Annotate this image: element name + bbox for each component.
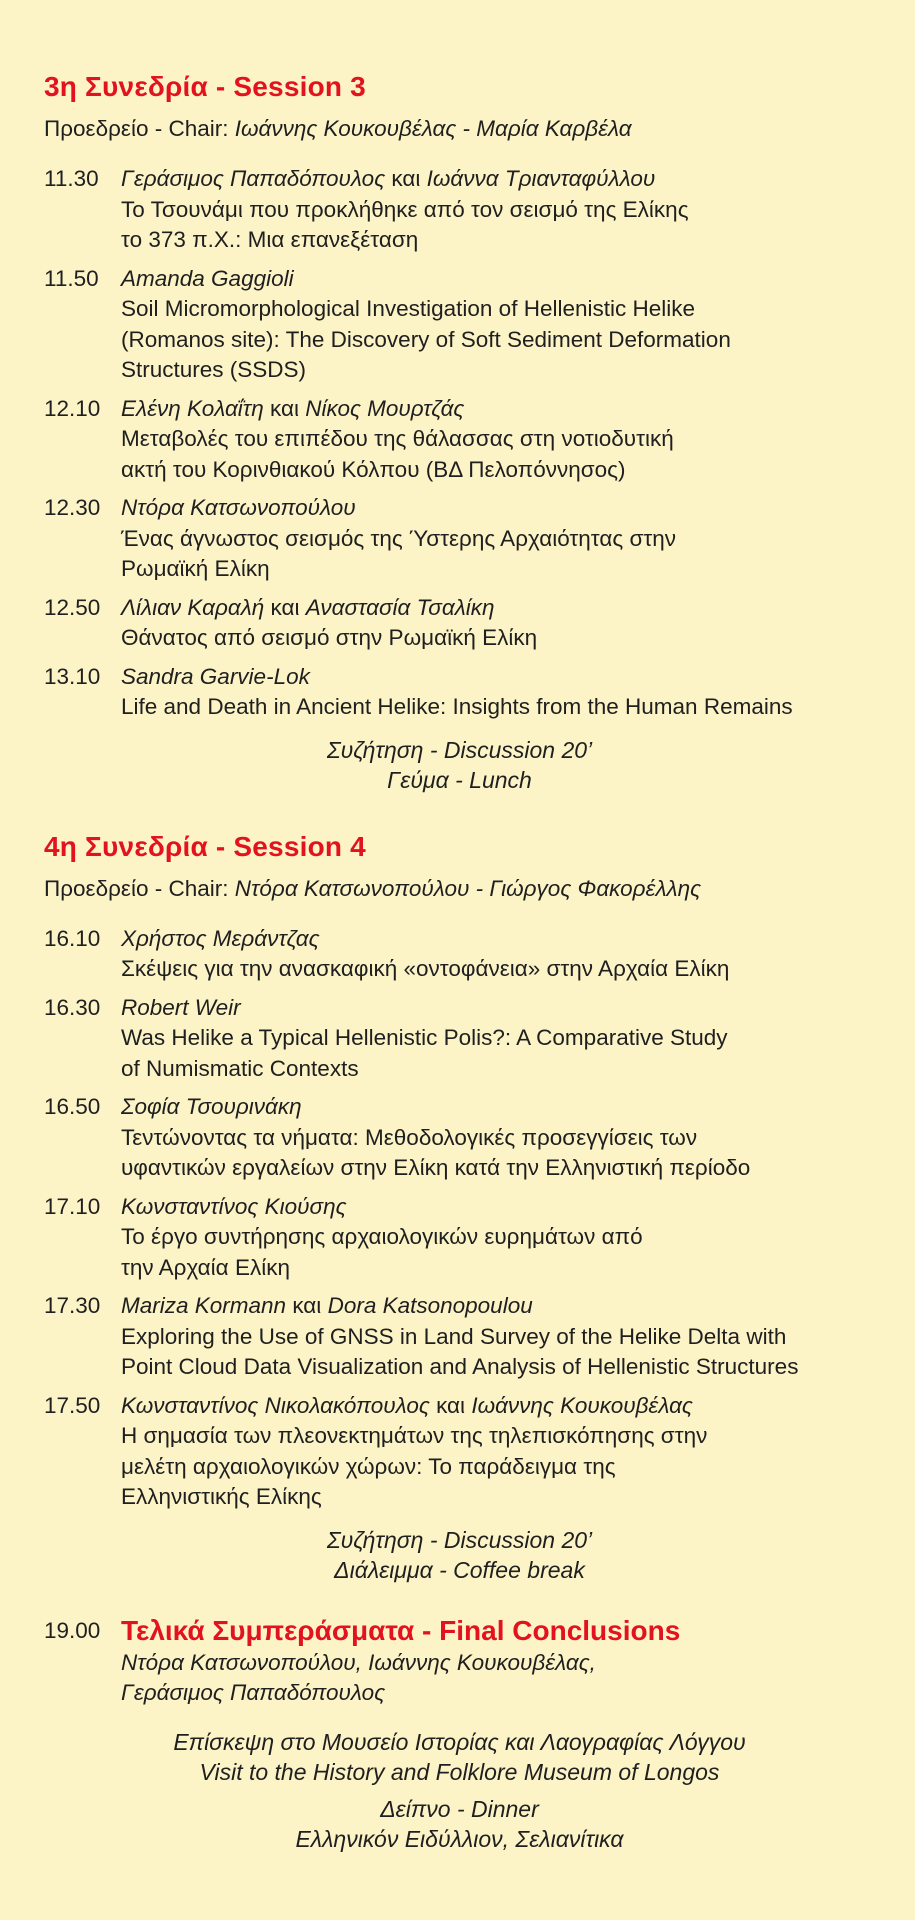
break-label: Γεύμα - Lunch <box>387 767 532 793</box>
talk-authors <box>121 394 875 425</box>
talk-authors <box>121 1291 875 1322</box>
talk-title-line: Life and Death in Ancient Helike: Insights from the Human Remains <box>121 694 793 719</box>
talk-authors <box>121 662 875 693</box>
discussion-label: Συζήτηση - Discussion 20’ <box>326 736 593 763</box>
break-label: Διάλειμμα - Coffee break <box>334 1557 585 1583</box>
talk-item <box>44 993 875 1085</box>
talk-item <box>44 924 875 985</box>
talk-item <box>44 1391 875 1513</box>
talk-time: 16.30 <box>44 994 101 1020</box>
talk-item <box>44 164 875 256</box>
author-name: Λίλιαν Καραλή <box>121 594 265 620</box>
talk-title-line: Was Helike a Typical Hellenistic Polis?: A Comparative Study <box>121 1025 728 1050</box>
talk-body <box>121 1192 875 1284</box>
chair-label: Προεδρείο - Chair: <box>44 116 229 141</box>
talk-body <box>121 164 875 256</box>
talk-title-line: Τεντώνοντας τα νήματα: Μεθοδολογικές προσεγγίσεις των <box>121 1124 698 1150</box>
talk-authors <box>121 993 875 1024</box>
talk-authors <box>121 164 875 195</box>
talk-title-line: Το έργο συντήρησης αρχαιολογικών ευρημάτων από <box>121 1224 643 1249</box>
talk-body <box>121 394 875 486</box>
talk-time: 17.30 <box>44 1293 101 1318</box>
author-conjunction: και <box>391 166 421 191</box>
chair-names: Ντόρα Κατσωνοπούλου - Γιώργος Φακορέλλης <box>234 875 702 901</box>
author-name: Κωνσταντίνος Κιούσης <box>121 1193 347 1219</box>
talk-title-line: of Numismatic Contexts <box>121 1055 359 1081</box>
talk-authors <box>121 1092 875 1123</box>
talk-title-line: Το Τσουνάμι που προκλήθηκε από τον σεισμό της Ελίκης <box>121 196 689 222</box>
author-name: Sandra Garvie-Lok <box>121 663 310 689</box>
session-4 <box>44 830 875 1586</box>
author-name: Νίκος Μουρτζάς <box>305 395 465 421</box>
talk-body <box>121 493 875 585</box>
talk-title-line: ακτή του Κορινθιακού Κόλπου (ΒΔ Πελοπόννησος) <box>121 456 626 482</box>
chair-label: Προεδρείο - Chair: <box>44 875 229 901</box>
talk-body <box>121 1391 875 1513</box>
talk-title-line: Ένας άγνωστος σεισμός της Ύστερης Αρχαιότητας στην <box>121 525 677 551</box>
talk-body <box>121 264 875 386</box>
talk-body <box>121 1291 875 1383</box>
author-name: Ελένη Κολαΐτη <box>121 395 264 421</box>
talk-time: 11.30 <box>44 166 99 191</box>
talk-body <box>121 993 875 1085</box>
author-name: Ντόρα Κατσωνοπούλου <box>121 495 356 520</box>
talk-body <box>121 924 875 985</box>
talk-time: 17.10 <box>44 1193 101 1219</box>
dinner-venue: Ελληνικόν Ειδύλλιον, Σελιανίτικα <box>295 1826 624 1852</box>
final-conclusions <box>44 1614 875 1709</box>
talk-title-line: την Αρχαία Ελίκη <box>121 1254 290 1280</box>
talk-time: 13.10 <box>44 663 101 689</box>
talk-title-line: Θάνατος από σεισμό στην Ρωμαϊκή Ελίκη <box>121 625 538 650</box>
session-4-title: 4η Συνεδρία - Session 4 <box>44 830 366 862</box>
talk-title-line: Structures (SSDS) <box>121 357 307 382</box>
talk-authors <box>121 924 875 955</box>
author-name: Ιωάννα Τριανταφύλλου <box>426 166 656 191</box>
talk-authors <box>121 493 875 524</box>
talk-authors <box>121 1391 875 1422</box>
final-body <box>121 1614 875 1709</box>
talk-title-line: Point Cloud Data Visualization and Analysis of Hellenistic Structures <box>121 1354 799 1379</box>
talk-time: 12.50 <box>44 594 101 620</box>
talk-time: 12.30 <box>44 495 101 520</box>
talk-item <box>44 662 875 723</box>
talk-item <box>44 1092 875 1184</box>
session-4-break <box>44 1525 875 1586</box>
session-3-title: 3η Συνεδρία - Session 3 <box>44 71 366 102</box>
session-3-talks <box>44 164 875 723</box>
talk-title-line: μελέτη αρχαιολογικών χώρων: Το παράδειγμα της <box>121 1453 616 1479</box>
session-4-talks <box>44 924 875 1513</box>
talk-item <box>44 394 875 486</box>
author-name: Αναστασία Τσαλίκη <box>305 594 495 620</box>
talk-title-line: Σκέψεις για την ανασκαφική «οντοφάνεια» στην Αρχαία Ελίκη <box>121 956 730 981</box>
talk-item <box>44 1192 875 1284</box>
talk-title-line: το 373 π.Χ.: Μια επανεξέταση <box>121 227 419 252</box>
talk-authors <box>121 1192 875 1223</box>
final-names-line-1: Ντόρα Κατσωνοπούλου, Ιωάννης Κουκουβέλας, <box>121 1649 596 1675</box>
talk-time: 16.10 <box>44 925 101 951</box>
author-name: Dora Katsonopoulou <box>327 1293 533 1318</box>
talk-time: 11.50 <box>44 265 99 291</box>
talk-title-line: Ρωμαϊκή Ελίκη <box>121 556 270 581</box>
talk-item <box>44 264 875 386</box>
author-name: Κωνσταντίνος Νικολακόπουλος <box>121 1392 430 1418</box>
author-name: Σοφία Τσουρινάκη <box>121 1094 302 1119</box>
author-conjunction: και <box>270 594 300 620</box>
talk-body <box>121 593 875 654</box>
author-conjunction: και <box>436 1392 466 1418</box>
talk-title-line: (Romanos site): The Discovery of Soft Sediment Deformation <box>121 326 731 352</box>
talk-body <box>121 662 875 723</box>
session-3-chair <box>44 114 875 144</box>
author-conjunction: και <box>269 395 299 421</box>
talk-item <box>44 1291 875 1383</box>
talk-title-line: Exploring the Use of GNSS in Land Survey of the Helike Delta with <box>121 1323 787 1349</box>
talk-item <box>44 593 875 654</box>
talk-title-line: Soil Micromorphological Investigation of Hellenistic Helike <box>121 296 696 321</box>
final-title: Τελικά Συμπεράσματα - Final Conclusions <box>121 1614 681 1646</box>
museum-visit-english: Visit to the History and Folklore Museum of Longos <box>199 1759 720 1785</box>
talk-title-line: Μεταβολές του επιπέδου της θάλασσας στη νοτιοδυτική <box>121 426 674 451</box>
author-name: Robert Weir <box>121 994 241 1020</box>
museum-visit-greek: Επίσκεψη στο Μουσείο Ιστορίας και Λαογραφίας Λόγγου <box>173 1728 746 1755</box>
talk-time: 17.50 <box>44 1392 101 1418</box>
final-names-line-2: Γεράσιμος Παπαδόπουλος <box>121 1680 386 1705</box>
author-name: Amanda Gaggioli <box>121 265 294 291</box>
talk-title-line: υφαντικών εργαλείων στην Ελίκη κατά την Ελληνιστική περίοδο <box>121 1155 751 1180</box>
talk-time: 16.50 <box>44 1094 101 1119</box>
author-name: Mariza Kormann <box>121 1293 287 1318</box>
dinner-label: Δείπνο - Dinner <box>380 1795 539 1822</box>
final-time: 19.00 <box>44 1617 101 1643</box>
author-conjunction: και <box>292 1293 322 1318</box>
author-name: Ιωάννης Κουκουβέλας <box>471 1392 693 1418</box>
session-3-break <box>44 735 875 796</box>
talk-body <box>121 1092 875 1184</box>
talk-time: 12.10 <box>44 395 101 421</box>
closing-events <box>44 1727 875 1855</box>
talk-authors <box>121 264 875 295</box>
session-3 <box>44 70 875 796</box>
talk-title-line: Ελληνιστικής Ελίκης <box>121 1484 322 1509</box>
author-name: Χρήστος Μεράντζας <box>121 925 320 951</box>
discussion-label: Συζήτηση - Discussion 20’ <box>326 1526 593 1553</box>
talk-title-line: Η σημασία των πλεονεκτημάτων της τηλεπισκόπησης στην <box>121 1423 708 1448</box>
talk-item <box>44 493 875 585</box>
session-4-chair <box>44 874 875 904</box>
author-name: Γεράσιμος Παπαδόπουλος <box>121 166 386 191</box>
talk-authors <box>121 593 875 624</box>
chair-names: Ιωάννης Κουκουβέλας - Μαρία Καρβέλα <box>234 116 632 141</box>
